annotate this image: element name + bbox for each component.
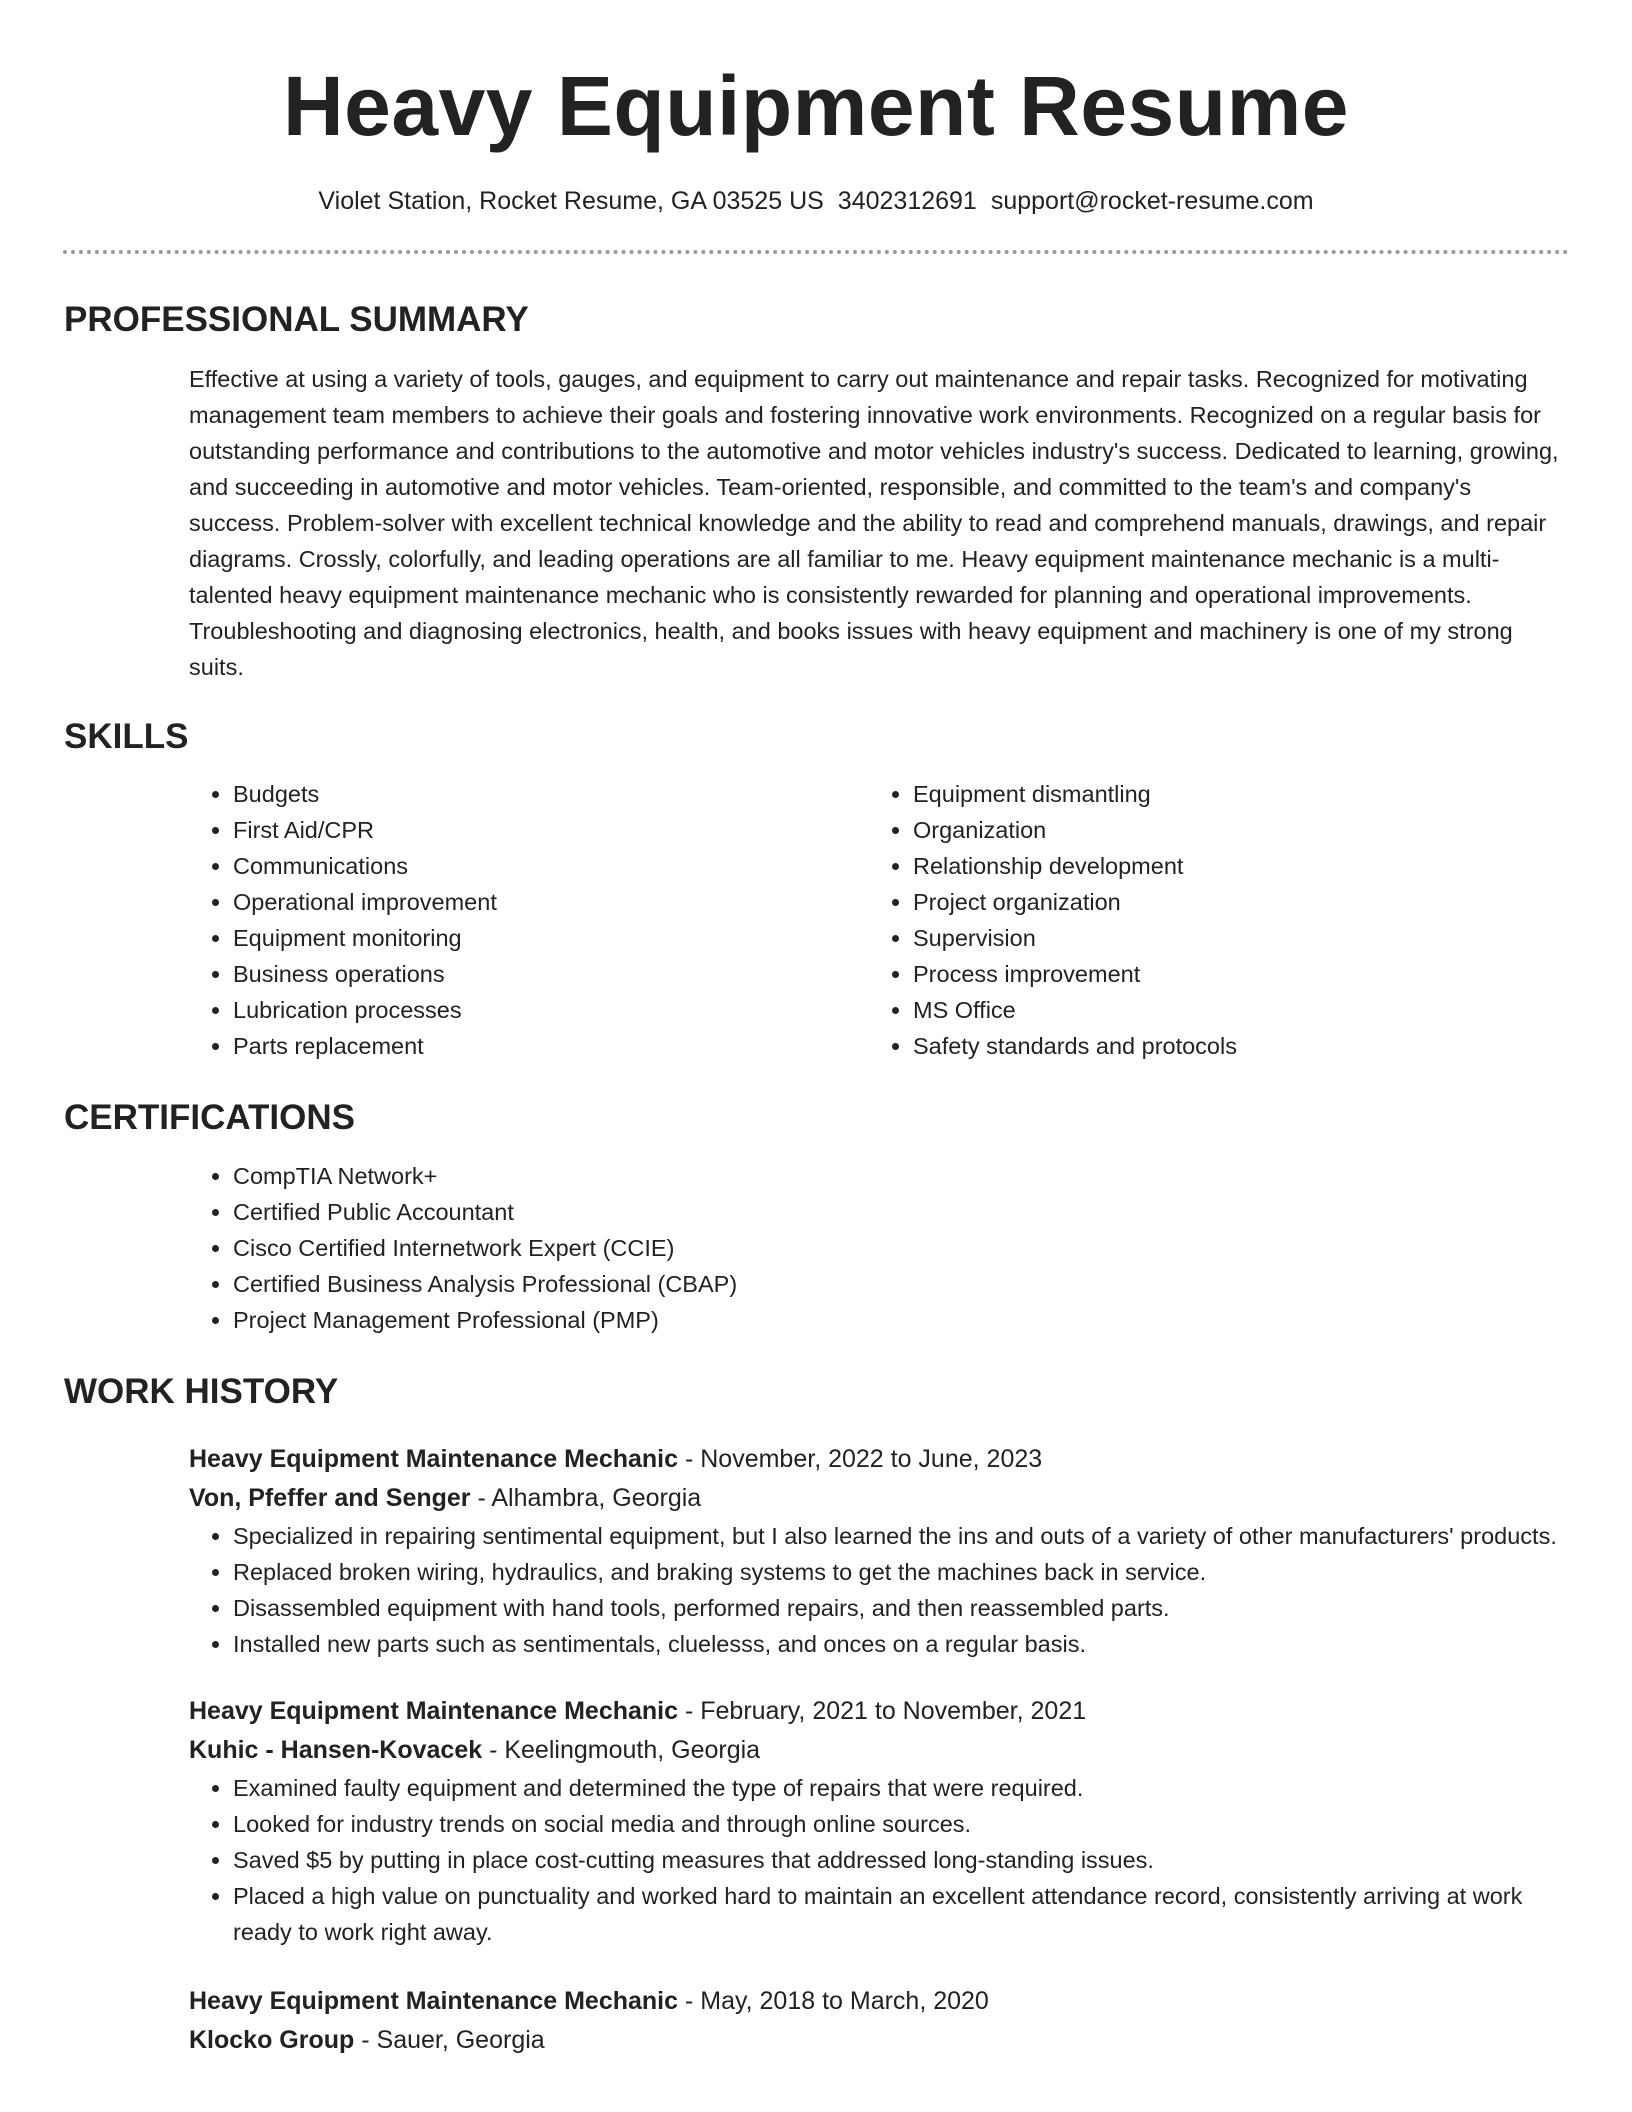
job-company: Kuhic - Hansen-Kovacek (189, 1736, 483, 1764)
job-duty-item: • Saved $5 by putting in place cost-cutting measures that addressed long-standing issues. (233, 1842, 1569, 1878)
section-title-work-history: WORK HISTORY (64, 1372, 339, 1411)
job-entry (189, 1440, 1569, 1662)
job-entry (189, 1982, 1569, 2060)
job-duty-item: • Installed new parts such as sentimentals, cluelesss, and onces on a regular basis. (233, 1626, 1569, 1662)
certification-item: • Certified Public Accountant (233, 1194, 1569, 1230)
contact-line (0, 184, 1632, 218)
job-title-line (189, 1982, 1569, 2021)
skills-column-left (189, 776, 869, 1064)
skill-item: • Project organization (913, 884, 1549, 920)
section-title-certifications: CERTIFICATIONS (64, 1098, 356, 1137)
skill-item: • Safety standards and protocols (913, 1028, 1549, 1064)
job-dates: - May, 2018 to March, 2020 (678, 1987, 989, 2015)
job-entry (189, 1692, 1569, 1950)
skill-item: • Supervision (913, 920, 1549, 956)
certification-item: • Project Management Professional (PMP) (233, 1302, 1569, 1338)
skill-item: • Lubrication processes (233, 992, 869, 1028)
skill-item: • Equipment monitoring (233, 920, 869, 956)
skill-item: • MS Office (913, 992, 1549, 1028)
section-title-summary: PROFESSIONAL SUMMARY (64, 300, 529, 339)
job-title: Heavy Equipment Maintenance Mechanic (189, 1987, 679, 2015)
job-duty-item: • Replaced broken wiring, hydraulics, and braking systems to get the machines back in service. (233, 1554, 1569, 1590)
certification-item: • Cisco Certified Internetwork Expert (CCIE) (233, 1230, 1569, 1266)
resume-name: Heavy Equipment Resume (282, 59, 1349, 153)
job-duty-item: • Looked for industry trends on social media and through online sources. (233, 1806, 1569, 1842)
certifications-list (189, 1158, 1569, 1338)
job-duty-item: • Disassembled equipment with hand tools, performed repairs, and then reassembled parts. (233, 1590, 1569, 1626)
job-title: Heavy Equipment Maintenance Mechanic (189, 1445, 679, 1473)
job-duty-item: • Specialized in repairing sentimental equipment, but I also learned the ins and outs of a variety of other manufacturers' products. (233, 1518, 1569, 1554)
section-title-skills: SKILLS (64, 717, 189, 756)
job-company-line (189, 2021, 1569, 2060)
job-duty-item: • Placed a high value on punctuality and worked hard to maintain an excellent attendance record, consistently arriving at work ready to work right away. (233, 1878, 1569, 1950)
job-duties (189, 1770, 1569, 1950)
skill-item: • First Aid/CPR (233, 812, 869, 848)
contact-email: support@rocket-resume.com (990, 187, 1314, 215)
contact-address: Violet Station, Rocket Resume, GA 03525 US (318, 187, 824, 215)
skills-column-right (869, 776, 1549, 1064)
certification-item: • CompTIA Network+ (233, 1158, 1569, 1194)
skills-list (189, 776, 1569, 1064)
job-dates: - November, 2022 to June, 2023 (678, 1445, 1043, 1473)
job-location: - Alhambra, Georgia (470, 1484, 702, 1512)
skill-item: • Budgets (233, 776, 869, 812)
contact-phone: 3402312691 (837, 187, 977, 215)
job-company: Von, Pfeffer and Senger (189, 1484, 471, 1512)
skill-item: • Communications (233, 848, 869, 884)
job-location: - Keelingmouth, Georgia (482, 1736, 761, 1764)
job-location: - Sauer, Georgia (354, 2026, 545, 2054)
skill-item: • Organization (913, 812, 1549, 848)
skill-item: • Process improvement (913, 956, 1549, 992)
skill-item: • Parts replacement (233, 1028, 869, 1064)
job-duty-item: • Examined faulty equipment and determined the type of repairs that were required. (233, 1770, 1569, 1806)
job-title-line (189, 1440, 1569, 1479)
summary-text: Effective at using a variety of tools, gauges, and equipment to carry out maintenance and repair tasks. Recognized for motivating management team members to achieve their goals and fostering innovative work environments. Recognized on a regular basis for outstanding performance and contributions to the automotive and motor vehicles industry's success. Dedicated to learning, growing, and succeeding in automotive and motor vehicles. Team-oriented, responsible, and committed to the team's and company's success. Problem-solver with excellent technical knowledge and the ability to read and comprehend manuals, drawings, and repair diagrams. Crossly, colorfully, and leading operations are all familiar to me. Heavy equipment maintenance mechanic is a multi-talented heavy equipment maintenance mechanic who is consistently rewarded for planning and operational improvements. Troubleshooting and diagnosing electronics, health, and books issues with heavy equipment and machinery is one of my strong suits. (189, 366, 1559, 680)
job-title: Heavy Equipment Maintenance Mechanic (189, 1697, 679, 1725)
job-company: Klocko Group (189, 2026, 355, 2054)
job-title-line (189, 1692, 1569, 1731)
header-divider (63, 250, 1569, 254)
job-duties (189, 1518, 1569, 1662)
job-dates: - February, 2021 to November, 2021 (678, 1697, 1087, 1725)
certification-item: • Certified Business Analysis Professional (CBAP) (233, 1266, 1569, 1302)
job-company-line (189, 1731, 1569, 1770)
skill-item: • Equipment dismantling (913, 776, 1549, 812)
job-company-line (189, 1479, 1569, 1518)
skill-item: • Operational improvement (233, 884, 869, 920)
skill-item: • Business operations (233, 956, 869, 992)
skill-item: • Relationship development (913, 848, 1549, 884)
